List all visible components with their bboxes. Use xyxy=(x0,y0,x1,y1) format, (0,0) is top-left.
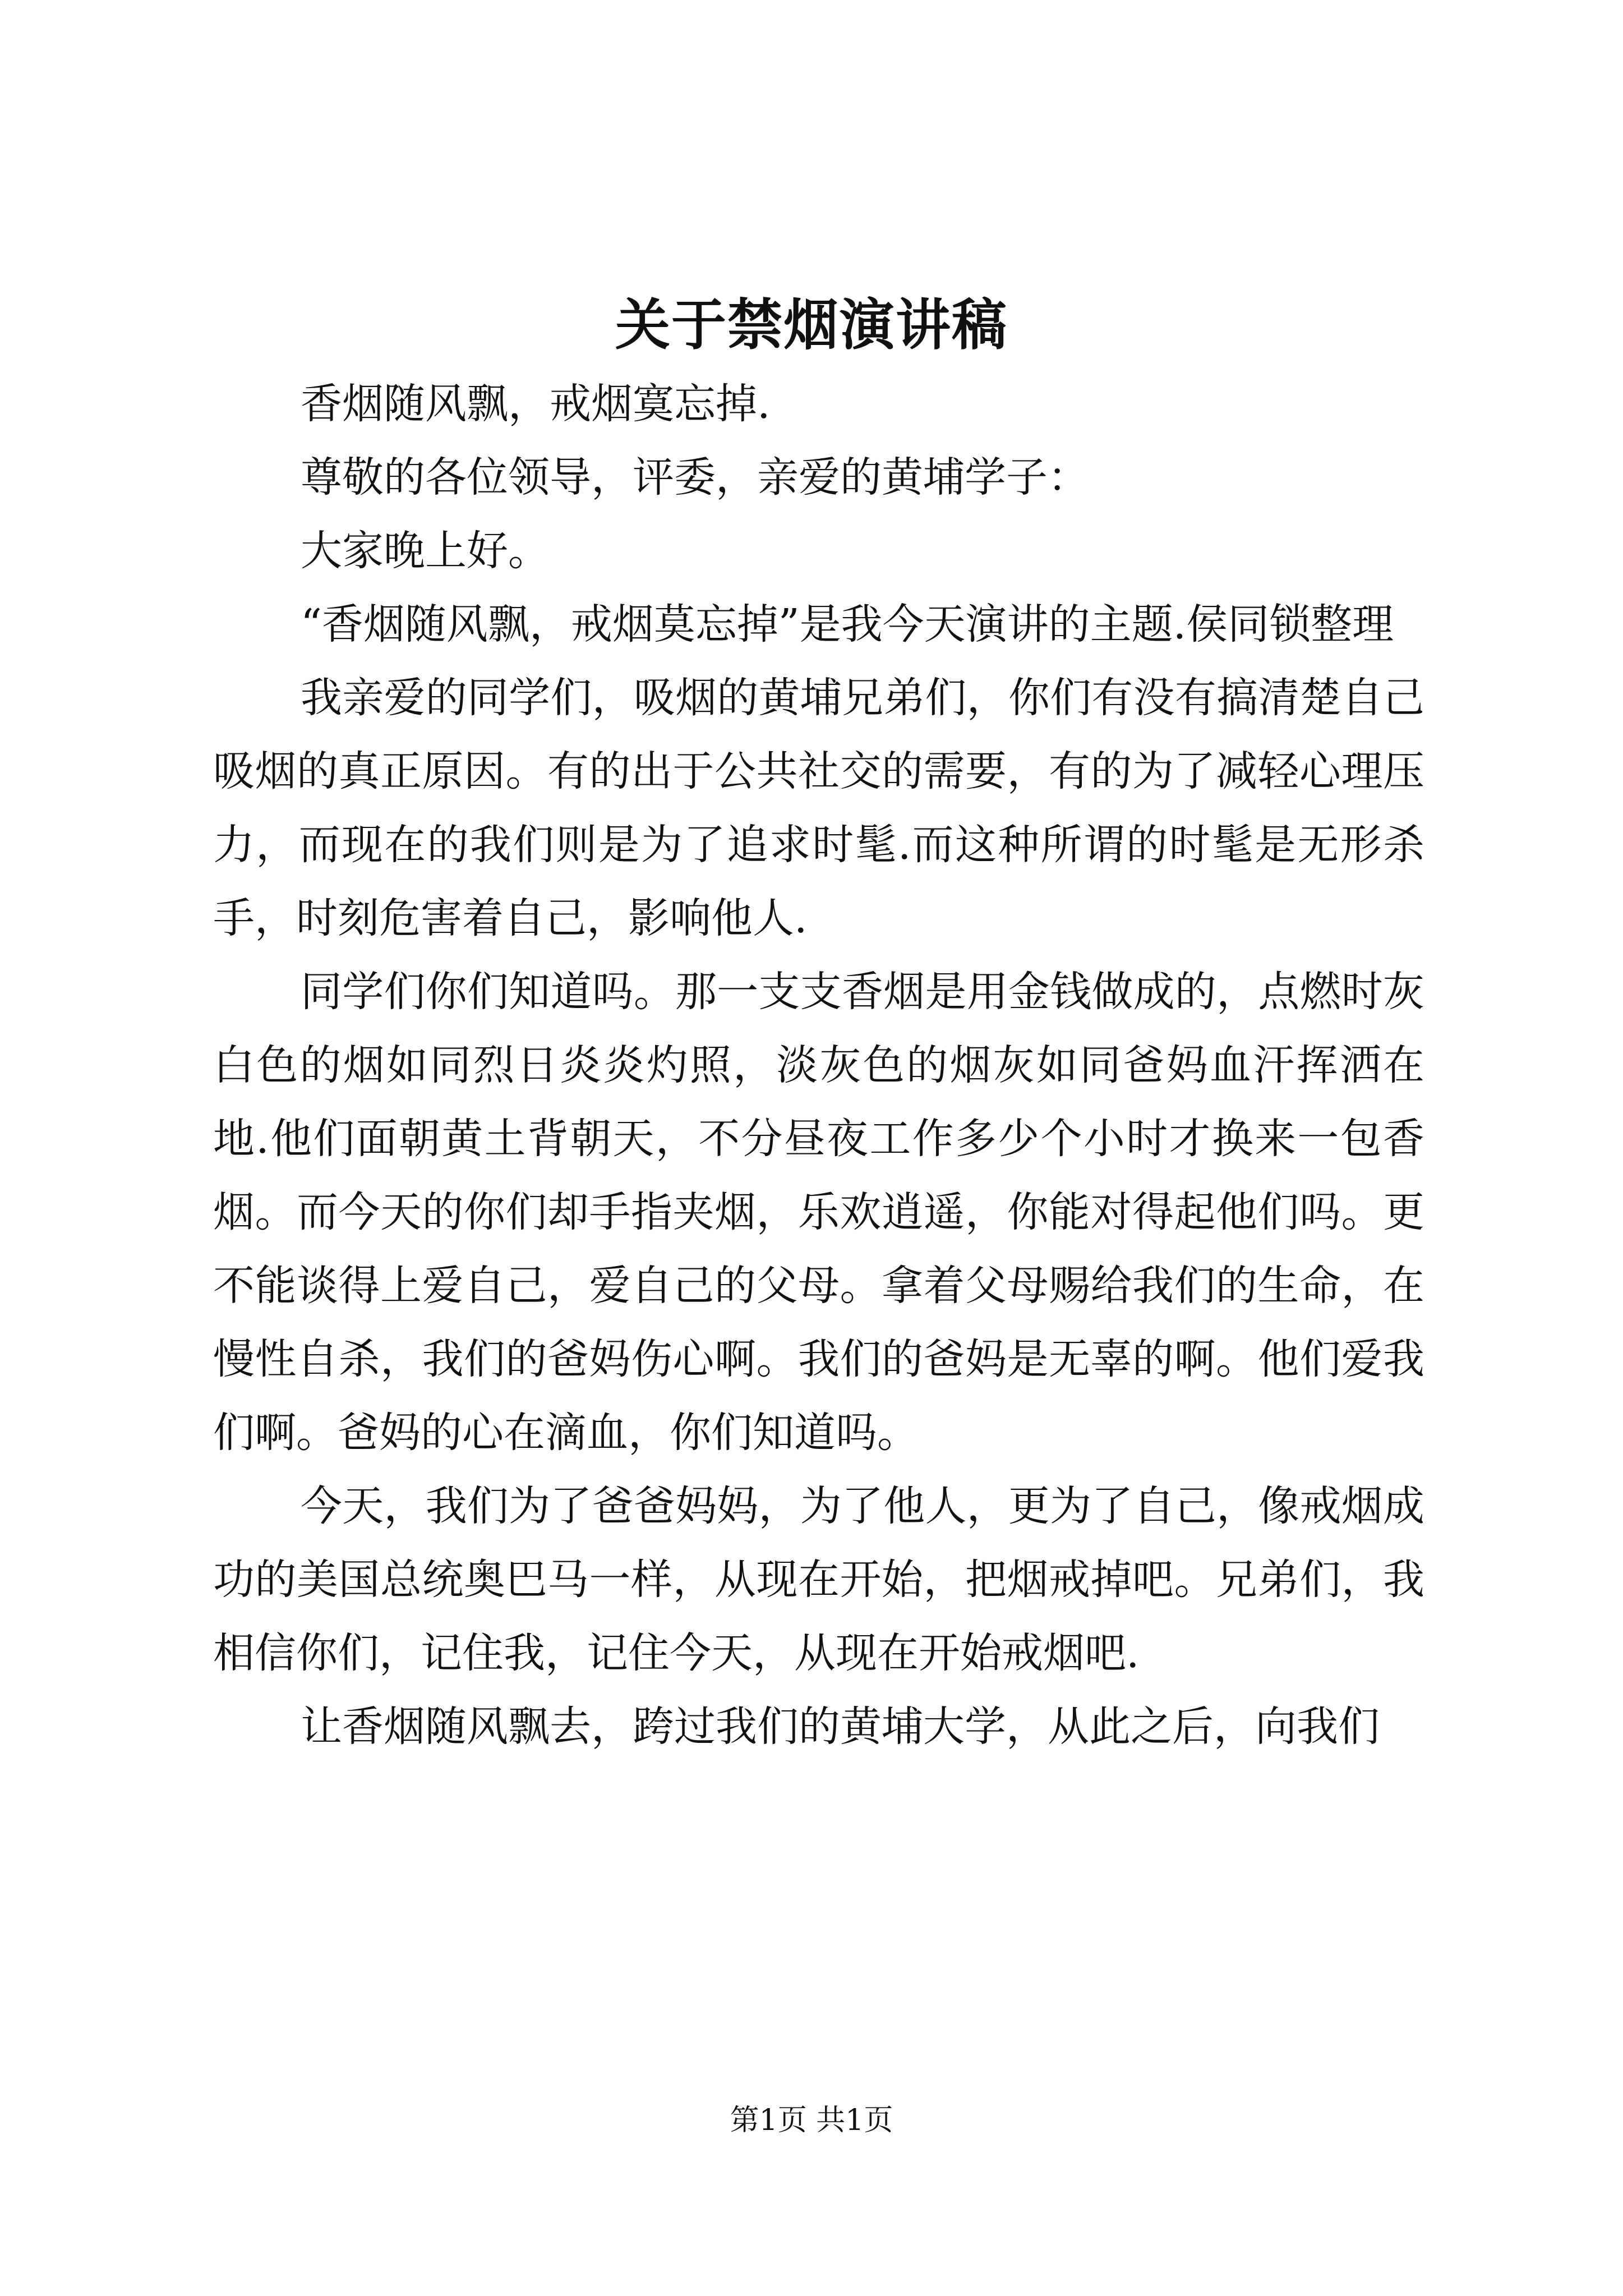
paragraph-closing: 让香烟随风飘去，跨过我们的黄埔大学，从此之后，向我们 xyxy=(301,1703,1380,1751)
paragraph-theme: “香烟随风飘，戒烟莫忘掉”是我今天演讲的主题.侯同锁整理 xyxy=(301,600,1394,648)
paragraph-reasons: 我亲爱的同学们，吸烟的黄埔兄弟们，你们有没有搞清楚自己吸烟的真正原因。有的出于公共社交的需要，有的为了减轻心理压力，而现在的我们则是为了追求时髦.而这种所谓的时髦是无形杀手，时刻危害着自己，影响他人. xyxy=(213,674,1424,942)
paragraph-slogan: 香烟随风飘，戒烟寞忘掉. xyxy=(301,380,771,428)
paragraph-parents: 同学们你们知道吗。那一支支香烟是用金钱做成的，点燃时灰白色的烟如同烈日炎炎灼照，淡灰色的烟灰如同爸妈血汗挥洒在地.他们面朝黄土背朝天，不分昼夜工作多少个小时才换来一包香烟。而今天的你们却手指夹烟，乐欢逍遥，你能对得起他们吗。更不能谈得上爱自己，爱自己的父母。拿着父母赐给我们的生命，在慢性自杀，我们的爸妈伤心啊。我们的爸妈是无辜的啊。他们爱我们啊。爸妈的心在滴血，你们知道吗。 xyxy=(213,968,1424,1457)
document-body xyxy=(213,367,1424,1764)
page-footer: 第1页 共1页 xyxy=(730,2104,893,2137)
paragraph-call-to-action: 今天，我们为了爸爸妈妈，为了他人，更为了自己，像戒烟成功的美国总统奥巴马一样，从现在开始，把烟戒掉吧。兄弟们，我相信你们，记住我，记住今天，从现在开始戒烟吧. xyxy=(213,1482,1424,1677)
document-title: 关于禁烟演讲稿 xyxy=(615,293,1008,357)
paragraph-greeting: 大家晚上好。 xyxy=(301,527,550,575)
paragraph-salutation: 尊敬的各位领导，评委，亲爱的黄埔学子： xyxy=(301,453,1089,501)
